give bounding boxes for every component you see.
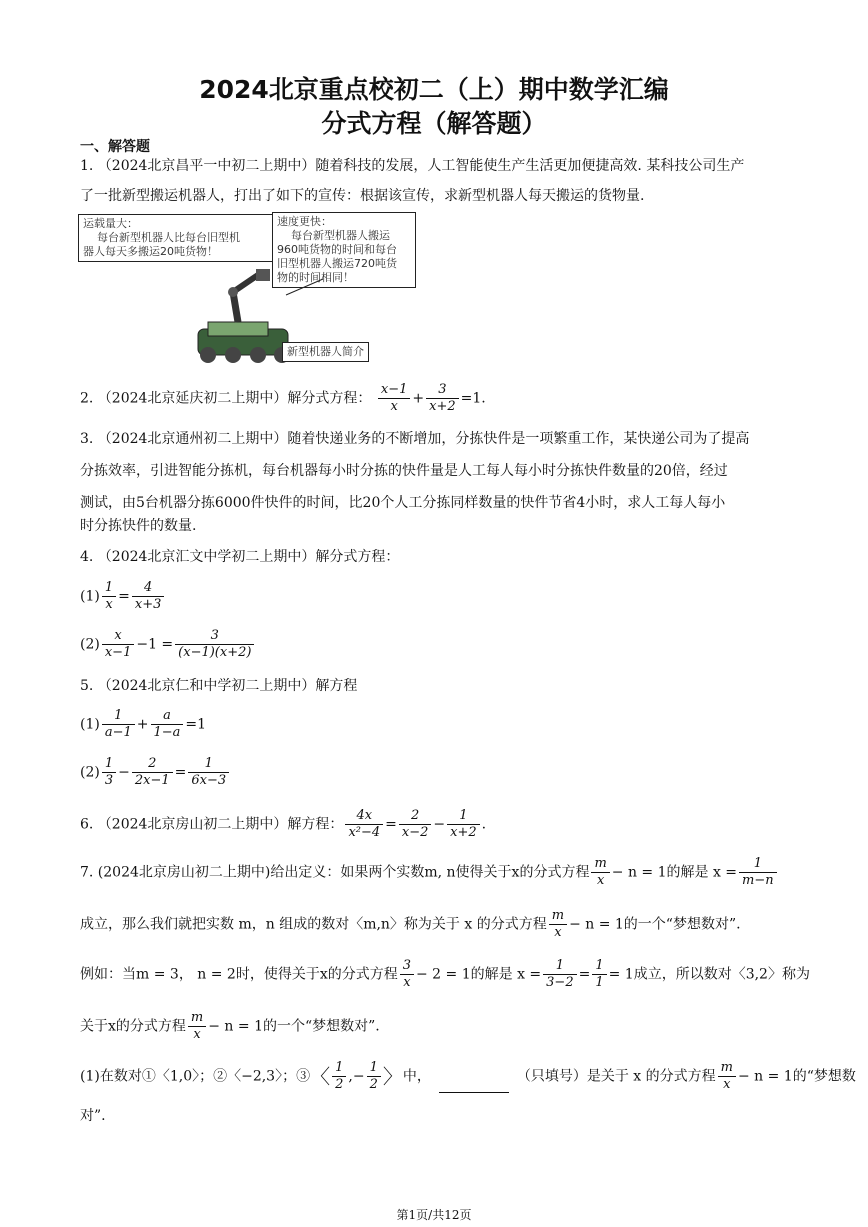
text: (1)在数对①〈1,0〉；②〈−2,3〉；③	[80, 1068, 311, 1085]
q5-part2: (2) $\frac{1}{3}$ − $\frac{2}{2x-1}$ = $\frac{1}{6x-3}$	[80, 756, 231, 789]
q7-line5: (1)在数对①〈1,0〉；②〈−2,3〉；③〈 $\frac{1}{2}$ ,− $\frac{1}{2}$ 〉中， （只填号）是关于 x 的分式方程 $\frac{m}{x}$ − n = 1的“梦想数	[80, 1060, 856, 1092]
text: （只填号）是关于 x 的分式方程	[516, 1068, 716, 1085]
text: − n = 1的解是 x =	[611, 864, 738, 881]
bubble-left	[78, 214, 274, 262]
q7-line4: 关于x的分式方程 $\frac{m}{x}$ − n = 1的一个“梦想数对”.	[80, 1010, 380, 1042]
figure-caption: 新型机器人简介	[282, 342, 369, 362]
q7-line2: 成立，那么我们就把实数 m，n 组成的数对〈m,n〉称为关于 x 的分式方程 $\frac{m}{x}$ − n = 1的一个“梦想数对”.	[80, 908, 741, 940]
numerator: 4	[132, 580, 165, 597]
numerator: 2	[132, 756, 173, 773]
text: 中，	[402, 1068, 431, 1085]
fraction	[102, 708, 135, 741]
bubble-right-line: 物的时间相同！	[277, 271, 354, 284]
part-label: (2)	[80, 764, 100, 781]
numerator: 2	[399, 808, 432, 825]
fraction	[151, 708, 184, 741]
denominator: x+2	[450, 825, 477, 840]
text: − n = 1的一个“梦想数对”.	[569, 916, 741, 933]
denominator: 1−a	[153, 725, 181, 740]
denominator: x−1	[104, 645, 132, 660]
denominator: x+3	[134, 597, 162, 612]
denominator: 6x−3	[191, 773, 227, 788]
part-label: (2)	[80, 636, 100, 653]
answer-blank[interactable]	[439, 1092, 509, 1093]
fraction	[102, 628, 135, 661]
denominator: 3	[104, 773, 114, 788]
bubble-right-line: 旧型机器人搬运720吨货	[277, 257, 397, 270]
denominator: x−2	[401, 825, 429, 840]
numerator: 1	[102, 756, 116, 773]
bubble-left-line: 每台新型机器人比每台旧型机	[97, 231, 240, 244]
numerator: 3	[175, 628, 254, 645]
denominator: 2x−1	[134, 773, 170, 788]
q3-line2: 分拣效率，引进智能分拣机，每台机器每小时分拣的快件量是人工每人每小时分拣快件数量的20倍，经过	[80, 463, 728, 479]
numerator: x	[102, 628, 135, 645]
fraction	[102, 756, 116, 789]
denominator: x+2	[429, 399, 456, 414]
numerator: 4x	[345, 808, 383, 825]
text: 7. (2024北京房山初二上期中)给出定义：如果两个实数m, n使得关于x的分式方程	[80, 864, 590, 881]
q5-part1: (1) $\frac{1}{a-1}$ + $\frac{a}{1-a}$ =1	[80, 708, 207, 740]
fraction	[102, 580, 116, 613]
q4-prefix: 4. （2024北京汇文中学初二上期中）解分式方程：	[80, 549, 400, 565]
q1-line1: 1. （2024北京昌平一中初二上期中）随着科技的发展，人工智能使生产生活更加便捷高效. 某科技公司生产	[80, 158, 745, 174]
document-subtitle: 分式方程（解答题）	[321, 109, 547, 138]
fraction	[132, 756, 173, 789]
numerator: 1	[188, 756, 229, 773]
text: − n = 1的一个“梦想数对”.	[208, 1018, 380, 1035]
fraction	[345, 808, 383, 841]
document-title: 2024北京重点校初二（上）期中数学汇编	[199, 75, 669, 104]
denominator: x²−4	[348, 825, 381, 840]
fraction	[426, 382, 459, 415]
q3-line1: 3. （2024北京通州初二上期中）随着快递业务的不断增加，分拣快件是一项繁重工作，某快递公司为了提高	[80, 431, 750, 447]
operator: −1 =	[136, 636, 174, 653]
q6-prefix: 6. （2024北京房山初二上期中）解方程：	[80, 816, 344, 833]
text: 成立，所以数对〈3,2〉称为	[633, 966, 810, 983]
page-footer: 第1页/共12页	[396, 1208, 472, 1222]
denominator: x	[105, 597, 113, 612]
bubble-left-line: 器人每天多搬运20吨货物！	[83, 245, 218, 258]
numerator: 1	[102, 580, 116, 597]
part-label: (1)	[80, 588, 100, 605]
q6: 6. （2024北京房山初二上期中）解方程： $\frac{4x}{\text{x²−4}}$ = $\frac{2}{x-2}$ − $\frac{1}{x+2}$ .	[80, 808, 487, 840]
bubble-left-line: 运载量大：	[83, 217, 138, 230]
q1-line2: 了一批新型搬运机器人，打出了如下的宣传：根据该宣传，求新型机器人每天搬运的货物量.	[80, 188, 645, 204]
q2: 2. （2024北京延庆初二上期中）解分式方程： $\frac{x-1}{x}$ + $\frac{3}{x+2}$ =1.	[80, 382, 486, 414]
numerator: 1	[447, 808, 480, 825]
text: 成立，那么我们就把实数 m，n 组成的数对〈m,n〉称为关于 x 的分式方程	[80, 916, 547, 933]
q4-part2	[80, 628, 256, 661]
numerator: 1	[102, 708, 135, 725]
fraction	[399, 808, 432, 841]
denominator: a−1	[104, 725, 132, 740]
q7-line6: 对”.	[80, 1108, 106, 1124]
numerator: x−1	[378, 382, 411, 399]
fraction	[378, 382, 411, 415]
q3-line3: 测试，由5台机器分拣6000件快件的时间，比20个人工分拣同样数量的快件节省4小时，求人工每人每小	[80, 495, 726, 511]
q7-line3: 例如：当m = 3， n = 2时，使得关于x的分式方程 $\frac{3}{x}$ − 2 = 1的解是 x = $\frac{1}{3-2}$ = $\frac{1}{1}$ = 1成立，所以数对〈3,2〉称为	[80, 958, 810, 990]
text: 关于x的分式方程	[80, 1018, 186, 1035]
fraction	[447, 808, 480, 841]
q3-line4: 时分拣快件的数量.	[80, 518, 197, 534]
rhs: =1	[185, 716, 207, 733]
fraction	[132, 580, 165, 613]
denominator: (x−1)(x+2)	[178, 645, 252, 660]
fraction	[188, 756, 229, 789]
q5-prefix: 5. （2024北京仁和中学初二上期中）解方程	[80, 678, 358, 694]
part-label: (1)	[80, 716, 100, 733]
text: − 2 = 1的解是 x =	[416, 966, 542, 983]
q4-part1: (1) $\frac{1}{x}$ = $\frac{4}{x+3}$	[80, 580, 166, 613]
denominator: x	[390, 399, 398, 414]
text: − n = 1的“梦想数	[737, 1068, 856, 1085]
bubble-right-line: 960吨货物的时间和每台	[277, 243, 397, 256]
fraction	[175, 628, 254, 661]
bubble-right-line: 每台新型机器人搬运	[291, 229, 390, 242]
section-heading: 一、解答题	[80, 139, 150, 155]
numerator: a	[151, 708, 184, 725]
numerator: 3	[426, 382, 459, 399]
rhs: =1.	[460, 390, 486, 407]
q2-prefix: 2. （2024北京延庆初二上期中）解分式方程：	[80, 390, 372, 407]
bubble-right-line: 速度更快：	[277, 215, 332, 228]
robot-figure	[78, 212, 418, 364]
text: 例如：当m = 3， n = 2时，使得关于x的分式方程	[80, 966, 398, 983]
q7-line1: 7. (2024北京房山初二上期中)给出定义：如果两个实数m, n使得关于x的分式方程 $\frac{m}{x}$ − n = 1的解是 x = $\frac{1}{m-n}$	[80, 856, 779, 889]
